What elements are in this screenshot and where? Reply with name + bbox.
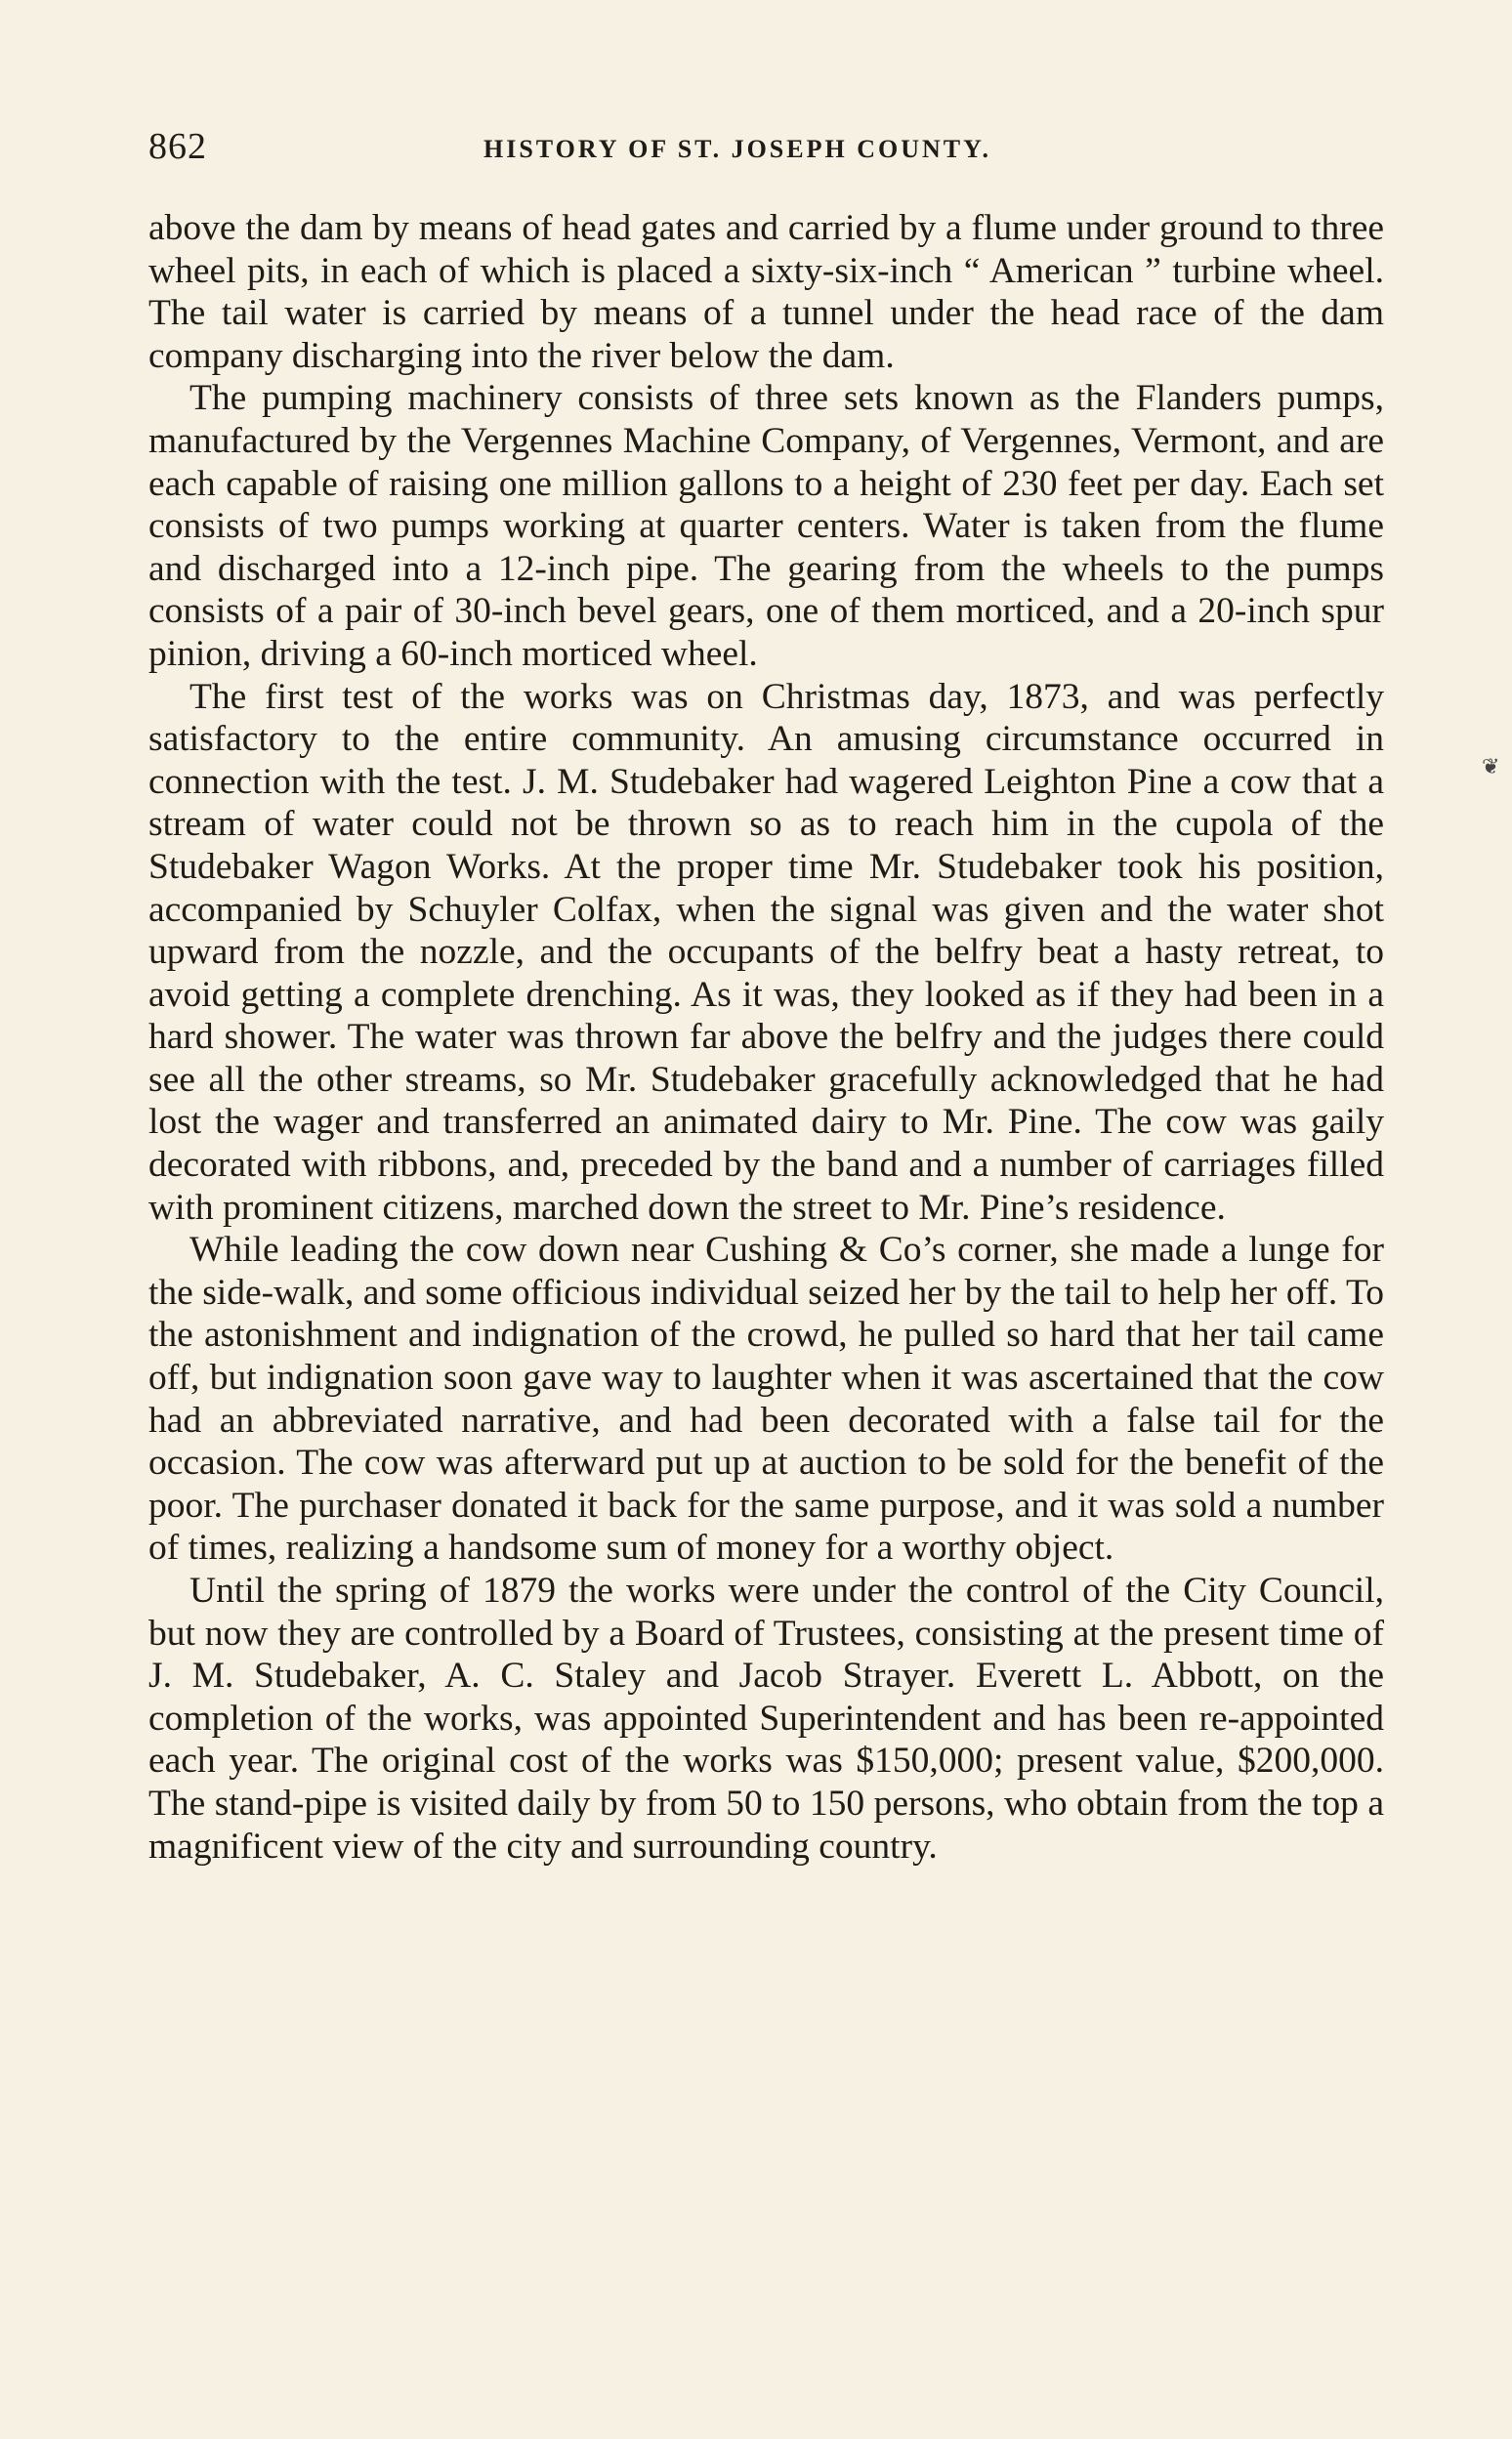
page-header <box>148 125 1384 174</box>
margin-mark-icon: ❦ <box>1482 754 1500 778</box>
paragraph: The pumping machinery consists of three sets known as the Flanders pumps, manufactured by the Vergennes Machine Company, of Vergennes, Vermont, and are each capable of raising one million gallons to a height of 230 feet per day. Each set consists of two pumps working at quarter centers. Water is taken from the flume and discharged into a 12-inch pipe. The gearing from the wheels to the pumps consists of a pair of 30-inch bevel gears, one of them morticed, and a 20-inch spur pinion, driving a 60-inch morticed wheel. <box>148 378 1384 674</box>
paragraph: above the dam by means of head gates and carried by a flume under ground to three wheel pits, in each of which is placed a sixty-six-inch “ American ” turbine wheel. The tail water is carried by means of a tunnel under the head race of the dam company discharging into the river below the dam. <box>148 208 1384 376</box>
paragraph: While leading the cow down near Cushing & Co’s corner, she made a lunge for the side-walk, and some officious individual seized her by the tail to help her off. To the astonishment and indignation of the crowd, he pulled so hard that her tail came off, but indignation soon gave way to laughter when it was ascertained that the cow had an abbreviated narrative, and had been decorated with a false tail for the occasion. The cow was afterward put up at auction to be sold for the benefit of the poor. The purchaser donated it back for the same purpose, and it was sold a number of times, realizing a handsome sum of money for a worthy object. <box>148 1230 1384 1569</box>
paragraph: The first test of the works was on Christmas day, 1873, and was perfectly satisfactory to the entire community. An amusing circumstance occurred in connection with the test. J. M. Studebaker had wagered Leighton Pine a cow that a stream of water could not be thrown so as to reach him in the cupola of the Studebaker Wagon Works. At the proper time Mr. Studebaker took his position, accompanied by Schuyler Colfax, when the signal was given and the water shot upward from the nozzle, and the occupants of the belfry beat a hasty retreat, to avoid getting a complete drenching. As it was, they looked as if they had been in a hard shower. The water was thrown far above the belfry and the judges there could see all the other streams, so Mr. Studebaker gracefully acknowledged that he had lost the wager and transferred an animated dairy to Mr. Pine. The cow was gaily decorated with ribbons, and, preceded by the band and a number of carriages filled with prominent citizens, marched down the street to Mr. Pine’s residence. <box>148 676 1384 1228</box>
page-number: 862 <box>148 126 207 167</box>
body-text <box>148 207 1384 1868</box>
paragraph: Until the spring of 1879 the works were under the control of the City Council, but now they are controlled by a Board of Trustees, consisting at the present time of J. M. Studebaker, A. C. Staley and Jacob Strayer. Everett L. Abbott, on the completion of the works, was appointed Superintendent and has been re-appointed each year. The original cost of the works was $150,000; present value, $200,000. The stand-pipe is visited daily by from 50 to 150 persons, who obtain from the top a magnificent view of the city and surrounding country. <box>148 1571 1384 1867</box>
running-head: HISTORY OF ST. JOSEPH COUNTY. <box>483 135 991 163</box>
